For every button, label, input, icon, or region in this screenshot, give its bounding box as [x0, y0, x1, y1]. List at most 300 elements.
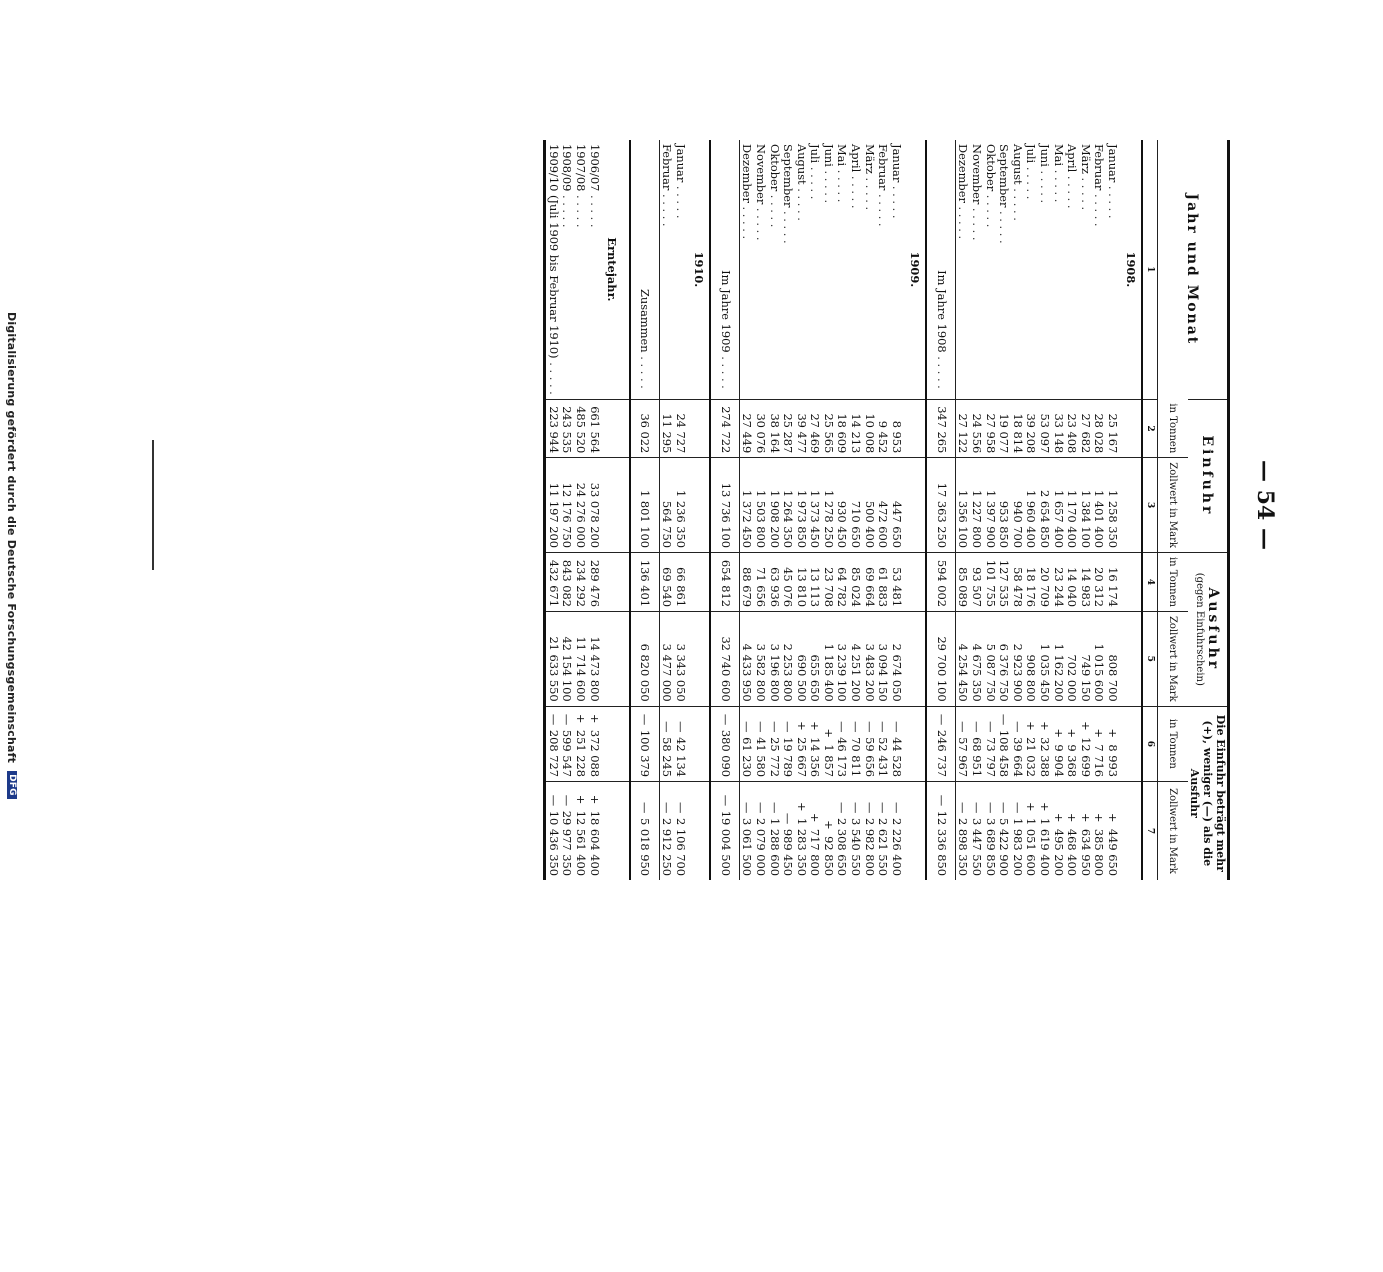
table-row [983, 140, 997, 880]
sign-marker: + [587, 713, 602, 724]
credit-text: Digitalisierung gefördert durch die Deutsche Forschungsgemeinschaft [5, 312, 19, 764]
sign-marker: — [781, 812, 796, 825]
value-text: 251 228 [573, 729, 588, 778]
total-label [926, 140, 956, 399]
row-label-text: April [849, 144, 864, 173]
row-label-text: September [997, 144, 1012, 208]
value-text: 85 024 [849, 567, 864, 607]
value-cell [862, 458, 876, 553]
value-cell [997, 706, 1011, 781]
value-cell [1024, 706, 1038, 781]
value-text: 1 983 200 [1010, 818, 1025, 876]
leader-dots: . . . . . [934, 352, 949, 389]
row-label [821, 140, 835, 399]
value-cell [1037, 611, 1051, 706]
value-text: 30 076 [753, 413, 768, 454]
subheader-zollwert-einfuhr: Zollwert in Mark [1158, 458, 1189, 553]
sign-marker: — [638, 713, 653, 726]
empty-cell [687, 399, 710, 457]
sign-marker: — [956, 721, 971, 733]
value-text: 10 436 350 [546, 810, 561, 876]
value-text: 28 028 [1092, 413, 1107, 454]
value-text: 1 657 400 [1051, 490, 1066, 548]
value-cell [781, 552, 795, 611]
value-text: 1 397 900 [983, 490, 998, 548]
row-label [545, 140, 560, 399]
leader-dots: . . . . . [740, 202, 755, 240]
table-row [1092, 140, 1106, 880]
column-number: 3 [1142, 458, 1158, 553]
value-cell [821, 782, 835, 880]
table-row [1037, 140, 1051, 880]
value-text: 8 993 [1106, 744, 1120, 778]
leader-dots: . . . . . [983, 191, 998, 228]
statistics-table [543, 140, 1230, 880]
leader-dots: . . . . . [808, 163, 823, 200]
value-cell [1065, 706, 1079, 781]
value-cell [955, 611, 969, 706]
value-cell [767, 782, 781, 880]
value-text: 749 150 [1078, 654, 1093, 702]
value-text: 594 002 [934, 559, 949, 607]
value-cell [767, 399, 781, 457]
value-cell [1078, 399, 1092, 457]
value-text: 63 936 [767, 567, 782, 607]
value-cell [926, 552, 956, 611]
leader-dots: . . . . . [1092, 190, 1107, 227]
sign-marker: — [560, 794, 575, 807]
value-cell [876, 552, 890, 611]
year-heading-row [601, 140, 623, 880]
value-text: 11 197 200 [546, 482, 561, 548]
sign-marker: + [1038, 802, 1053, 812]
value-cell [659, 458, 673, 553]
value-text: 347 265 [934, 406, 949, 454]
table-row [1051, 140, 1065, 880]
row-label [573, 140, 587, 399]
value-cell [781, 782, 795, 880]
subheader-zollwert-diff: Zollwert in Mark [1158, 782, 1189, 880]
value-text: 1 170 400 [1065, 490, 1080, 548]
value-cell [1037, 458, 1051, 553]
value-text: 1 227 800 [970, 490, 985, 548]
sign-marker: + [1024, 721, 1039, 731]
row-label-text: Oktober [983, 144, 998, 192]
dfg-credit-line [4, 312, 20, 1272]
value-cell [849, 552, 863, 611]
value-cell [710, 552, 740, 611]
row-label [739, 140, 753, 399]
header-difference: Die Einfuhr beträgt mehr (+), weniger (—) als die Ausfuhr [1188, 706, 1229, 880]
empty-cell [687, 782, 710, 880]
dfg-logo: DFG [7, 771, 17, 799]
value-cell [560, 458, 574, 553]
value-cell [1010, 706, 1024, 781]
value-cell [781, 399, 795, 457]
value-text: 20 312 [1092, 567, 1107, 607]
sign-marker: — [753, 721, 768, 733]
leader-dots: . . . . . [889, 182, 904, 219]
value-cell [983, 458, 997, 553]
value-text: 19 004 500 [718, 810, 733, 876]
value-cell [862, 552, 876, 611]
value-text: 1 908 200 [767, 490, 782, 548]
value-cell [587, 782, 601, 880]
value-cell [767, 458, 781, 553]
value-cell [1105, 782, 1119, 880]
sign-marker: — [673, 802, 688, 814]
value-text: 2 654 850 [1038, 490, 1053, 548]
table-row [781, 140, 795, 880]
value-text: 136 401 [638, 559, 653, 607]
value-cell [926, 458, 956, 553]
value-cell [794, 782, 808, 880]
value-text: 655 650 [808, 654, 823, 702]
value-text: 2 226 400 [889, 818, 904, 876]
sign-marker: + [573, 713, 588, 724]
leader-dots: . . . . . [794, 184, 809, 221]
sign-marker: + [1065, 728, 1080, 738]
value-cell [560, 399, 574, 457]
value-cell [673, 552, 687, 611]
sign-marker: — [638, 802, 653, 814]
row-label [1024, 140, 1038, 399]
sign-marker: + [794, 721, 809, 731]
table-row [997, 140, 1011, 880]
value-text: 1 973 850 [794, 490, 809, 548]
value-text: 3 061 500 [740, 818, 755, 876]
sign-marker: + [1038, 721, 1053, 731]
value-text: 25 287 [781, 413, 796, 454]
table-row [545, 140, 560, 880]
value-text: 989 450 [781, 828, 796, 876]
value-text: 61 230 [740, 737, 755, 778]
value-cell [767, 706, 781, 781]
value-text: 25 772 [767, 737, 782, 778]
value-text: 1 503 800 [753, 490, 768, 548]
value-cell [781, 706, 795, 781]
value-cell [955, 706, 969, 781]
value-text: 654 812 [718, 559, 733, 607]
leader-dots: . . . . . [1038, 166, 1053, 204]
value-text: 3 094 150 [876, 643, 891, 702]
value-cell [1092, 552, 1106, 611]
value-cell [997, 611, 1011, 706]
header-ausfuhr [1188, 552, 1229, 706]
row-label [876, 140, 890, 399]
value-cell [821, 399, 835, 457]
subheader-tonnen-ausfuhr: in Tonnen [1158, 552, 1189, 611]
value-cell [983, 782, 997, 880]
table-row [889, 140, 903, 880]
row-label-text: Im Jahre 1908 [934, 270, 949, 353]
header-year-month: Jahr und Monat [1158, 140, 1229, 399]
row-label-text: März [1078, 144, 1093, 174]
value-text: 12 561 400 [573, 810, 588, 876]
value-text: 39 208 [1024, 413, 1039, 454]
value-cell [889, 706, 903, 781]
value-text: 1 372 450 [740, 490, 755, 548]
leader-dots: . . . . . [638, 352, 653, 389]
leader-dots: . . . . . [1024, 163, 1039, 200]
value-text: 93 507 [970, 567, 985, 607]
value-text: 39 664 [1010, 737, 1025, 778]
value-cell [969, 706, 983, 781]
value-text: 9 368 [1065, 744, 1080, 778]
value-text: 4 251 200 [849, 643, 864, 702]
row-label-text: Im Jahre 1909 [718, 270, 733, 353]
row-label [862, 140, 876, 399]
value-cell [1051, 782, 1065, 880]
value-cell [983, 611, 997, 706]
value-cell [1065, 458, 1079, 553]
value-cell [835, 552, 849, 611]
value-text: 42 134 [673, 737, 688, 778]
value-text: 45 076 [781, 567, 796, 607]
empty-cell [903, 399, 926, 457]
sign-marker: — [740, 721, 755, 733]
value-cell [808, 706, 822, 781]
value-cell [753, 458, 767, 553]
value-cell [1078, 611, 1092, 706]
value-cell [781, 611, 795, 706]
value-text: 3 582 800 [753, 643, 768, 702]
table-row [560, 140, 574, 880]
value-text: 33 148 [1051, 413, 1066, 454]
value-text: 52 431 [876, 737, 891, 778]
value-cell [1051, 399, 1065, 457]
value-cell [673, 399, 687, 457]
value-cell [821, 552, 835, 611]
value-cell [955, 458, 969, 553]
value-text: 2 912 250 [660, 818, 675, 876]
value-text: 953 850 [997, 500, 1012, 548]
value-text: 13 113 [808, 567, 823, 607]
value-cell [926, 782, 956, 880]
value-cell [1051, 706, 1065, 781]
leader-dots: . . . . . [1106, 182, 1120, 219]
row-label [997, 140, 1011, 399]
value-text: 485 520 [573, 406, 588, 454]
table-row [659, 140, 673, 880]
value-cell [710, 782, 740, 880]
value-text: 1 960 400 [1024, 490, 1039, 548]
value-cell [876, 458, 890, 553]
value-text: 495 200 [1051, 828, 1066, 876]
value-text: 710 650 [849, 500, 864, 548]
value-cell [673, 782, 687, 880]
sign-marker: + [1024, 802, 1039, 812]
empty-cell [1119, 706, 1142, 781]
empty-cell [903, 706, 926, 781]
sign-marker: — [781, 721, 796, 733]
row-label-text: Juni [1038, 144, 1053, 167]
row-label-text: Februar [660, 144, 675, 191]
value-text: 1 035 450 [1038, 643, 1053, 702]
value-text: 127 535 [997, 559, 1012, 607]
value-cell [926, 611, 956, 706]
table-row [835, 140, 849, 880]
value-cell [573, 399, 587, 457]
value-text: 661 564 [587, 406, 602, 454]
value-text: 447 650 [889, 500, 904, 548]
sign-marker: — [740, 802, 755, 814]
value-text: 9 904 [1051, 744, 1066, 778]
value-text: 61 883 [876, 567, 891, 607]
value-text: 1 356 100 [956, 490, 971, 548]
empty-cell [903, 458, 926, 553]
empty-cell [623, 458, 630, 553]
row-label-text: September [781, 144, 796, 208]
value-cell [739, 399, 753, 457]
sign-marker: — [956, 802, 971, 814]
sign-marker: — [983, 721, 998, 733]
value-text: 41 580 [753, 737, 768, 778]
row-label [794, 140, 808, 399]
value-text: 71 656 [753, 567, 768, 607]
value-cell [739, 706, 753, 781]
table-row [1010, 140, 1024, 880]
sign-marker: + [573, 794, 588, 805]
value-cell [849, 458, 863, 553]
value-cell [545, 706, 560, 781]
empty-cell [623, 706, 630, 781]
empty-cell [903, 611, 926, 706]
value-text: 4 675 350 [970, 643, 985, 702]
value-cell [876, 399, 890, 457]
row-label [659, 140, 673, 399]
leader-dots: . . . . . [1010, 184, 1025, 221]
value-cell [1078, 552, 1092, 611]
value-cell [587, 458, 601, 553]
value-text: 25 565 [821, 413, 836, 454]
row-label-text: März [862, 144, 877, 174]
value-cell [573, 611, 587, 706]
value-text: 17 363 250 [934, 482, 949, 548]
value-text: 24 727 [673, 413, 688, 454]
value-text: 1 401 400 [1092, 490, 1107, 548]
value-cell [1065, 611, 1079, 706]
row-label [889, 140, 903, 399]
leader-dots: . . . . . [1051, 166, 1066, 203]
value-text: 243 535 [560, 406, 575, 454]
value-text: 380 090 [718, 729, 733, 778]
value-cell [753, 611, 767, 706]
value-cell [794, 399, 808, 457]
value-text: 58 478 [1010, 567, 1025, 607]
value-text: 940 700 [1010, 500, 1025, 548]
table-row [862, 140, 876, 880]
value-cell [821, 706, 835, 781]
value-cell [1092, 399, 1106, 457]
value-cell [849, 706, 863, 781]
empty-cell [1119, 611, 1142, 706]
year-heading: 1909. [907, 251, 922, 288]
value-cell [1010, 782, 1024, 880]
sign-marker: — [767, 802, 782, 814]
value-cell [889, 552, 903, 611]
value-text: 12 699 [1078, 737, 1093, 778]
leader-dots: . . . . . [876, 190, 891, 227]
value-text: 1 373 450 [808, 490, 823, 548]
leader-dots: . . . . . [956, 202, 971, 240]
value-text: 6 820 050 [638, 643, 653, 702]
sign-marker: + [1051, 812, 1066, 823]
value-text: 13 810 [794, 567, 809, 607]
sign-marker: — [546, 713, 561, 726]
value-text: 208 727 [546, 729, 561, 778]
empty-cell [623, 140, 630, 399]
value-cell [1051, 458, 1065, 553]
value-cell [889, 782, 903, 880]
value-text: 23 708 [821, 567, 836, 607]
value-text: 10 008 [862, 413, 877, 454]
year-heading: Erntejahr. [605, 237, 620, 302]
row-label-text: Mai [1051, 144, 1066, 167]
value-cell [560, 782, 574, 880]
sign-marker: + [808, 812, 823, 823]
value-cell [545, 399, 560, 457]
leader-dots: . . . . . [660, 190, 675, 227]
value-cell [794, 706, 808, 781]
value-text: 3 483 200 [862, 643, 877, 702]
year-heading-row [903, 140, 926, 880]
subheader-tonnen-einfuhr: in Tonnen [1167, 403, 1179, 454]
value-cell [889, 399, 903, 457]
row-label-text: Juli [1024, 144, 1039, 164]
value-text: 3 447 550 [970, 818, 985, 876]
value-cell [1065, 399, 1079, 457]
sign-marker: — [660, 802, 675, 814]
column-number: 5 [1142, 611, 1158, 706]
value-text: 1 264 350 [781, 490, 796, 548]
value-text: 27 469 [808, 413, 823, 454]
value-cell [835, 706, 849, 781]
row-label [753, 140, 767, 399]
row-label-text: Dezember [956, 144, 971, 203]
row-label [849, 140, 863, 399]
value-text: 13 736 100 [718, 482, 733, 548]
row-label-text: 1907/08 [573, 144, 588, 192]
value-text: 717 800 [808, 828, 823, 876]
sign-marker: — [718, 794, 733, 807]
sign-marker: + [1051, 728, 1066, 738]
value-cell [1105, 706, 1119, 781]
value-cell [1037, 706, 1051, 781]
table-row [876, 140, 890, 880]
value-cell [573, 552, 587, 611]
total-row [710, 140, 740, 880]
header-ausfuhr-sub: (gegen Einfuhrschein) [1194, 572, 1205, 686]
value-cell [545, 552, 560, 611]
value-cell [1092, 458, 1106, 553]
value-cell [630, 458, 660, 553]
value-text: 3 343 050 [673, 643, 688, 702]
empty-cell [1119, 458, 1142, 553]
value-text: 69 540 [660, 567, 675, 607]
table-row [753, 140, 767, 880]
value-cell [587, 552, 601, 611]
value-text: 108 458 [997, 729, 1012, 778]
row-label-text: August [1010, 144, 1025, 185]
sign-marker: — [862, 721, 877, 733]
leader-dots: . . . . . [821, 166, 836, 204]
value-text: 599 547 [560, 729, 575, 778]
subheader-zollwert-ausfuhr: Zollwert in Mark [1158, 611, 1189, 706]
value-cell [739, 782, 753, 880]
value-cell [821, 611, 835, 706]
sign-marker: — [889, 802, 904, 814]
